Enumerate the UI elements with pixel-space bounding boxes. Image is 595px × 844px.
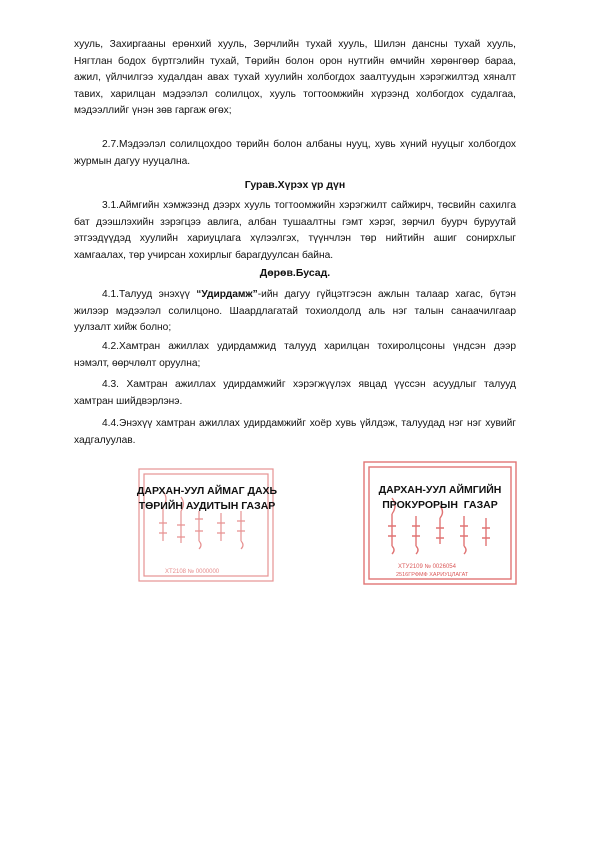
- left-org-line1: ДАРХАН-УУЛ АЙМАГ ДАХЬ: [136, 485, 278, 497]
- right-signature-block: [354, 483, 526, 513]
- right-stamp-seal-icon: [362, 460, 518, 586]
- right-org-line2: ПРОКУРОРЫН ГАЗАР: [382, 499, 498, 511]
- paragraph-4-4: 4.4.Энэхүү хамтран ажиллах удирдамжийг хоёр хувь үйлдэж, талуудад нэг нэг хувийг хадгалуулав.: [74, 418, 516, 446]
- paragraph-4-2: 4.2.Хамтран ажиллах удирдамжид талууд харилцан тохиролцсоны үндсэн дээр нэмэлт, өөрчлөлт оруулна;: [74, 341, 516, 369]
- right-stamp-code: ХТУ2109 № 0026054: [398, 564, 456, 570]
- left-stamp-code: ХТ2108 № 0000000: [165, 569, 220, 575]
- p4-1-post: -ийн дагуу гүйцэтгэсэн ажлын талаар хагас, бүтэн жилээр мэдээлэл солилцоно. Шаардлагатай тохиолдолд аль нэг талын санаачилгаар уулзалт хийж болно;: [74, 289, 516, 333]
- paragraph-2-7: 2.7.Мэдээлэл солилцохдоо төрийн болон албаны нууц, хувь хүний нууцыг холбогдох журмын дагуу нууцална.: [74, 139, 516, 167]
- left-signature-block: [125, 484, 289, 514]
- left-official-stamp: [129, 467, 285, 585]
- p4-1-pre: 4.1.Талууд энэхүү: [102, 289, 197, 300]
- section-heading-3: Гурав.Хүрэх үр дүн: [244, 179, 346, 191]
- left-org-line2: ТӨРИЙН АУДИТЫН ГАЗАР: [138, 500, 276, 512]
- paragraph-continued: хууль, Захиргааны ерөнхий хууль, Зөрчлийн тухай хууль, Шилэн дансны тухай хууль, Нягтлан бодох бүртгэлийн тухай, Төрийн болон орон нутгийн өмчийн хөрөнгөөр бараа, ажил, үйлчилгээ худалдан авах тухай хуулийн холбогдох заалтуудын хэрэгжилтэд хяналт тавих, харилцан мэдээлэл солилцох, хууль тогтоомжийн хүрээнд холбогдох судалгаа, мэдээллийг үнэн зөв гаргаж өгөх;: [74, 39, 516, 116]
- right-org-line1: ДАРХАН-УУЛ АЙМГИЙН: [378, 484, 502, 496]
- paragraph-4-3: 4.3. Хамтран ажиллах удирдамжийг хэрэгжүүлэх явцад үүссэн асуудлыг талууд хамтран шийдвэрлэнэ.: [74, 379, 516, 407]
- paragraph-4-1: [74, 287, 516, 337]
- section-heading-4: Дөрөв.Бусад.: [259, 267, 331, 279]
- right-official-stamp: [362, 460, 518, 586]
- udirdamj-bold: “Удирдамж”: [196, 289, 258, 300]
- right-stamp-code-2: 2516ГРФМФ ХАРИУЦЛАГАТ: [396, 572, 469, 578]
- paragraph-3-1: 3.1.Аймгийн хэмжээнд дээрх хууль тогтоомжийн хэрэгжилт сайжирч, төсвийн сахилга бат дээшлэхийн зэрэгцээ авлига, албан тушаалтны гэмт хэрэг, зөрчил буурч буруутай этгээдүүдэд хуулийн хариуцлага хүлээлгэх, түүнчлэн төр нийтийн ашиг сонирхлыг хамгаалах, төр учирсан хохирлыг барагдуулсан байна.: [74, 200, 516, 261]
